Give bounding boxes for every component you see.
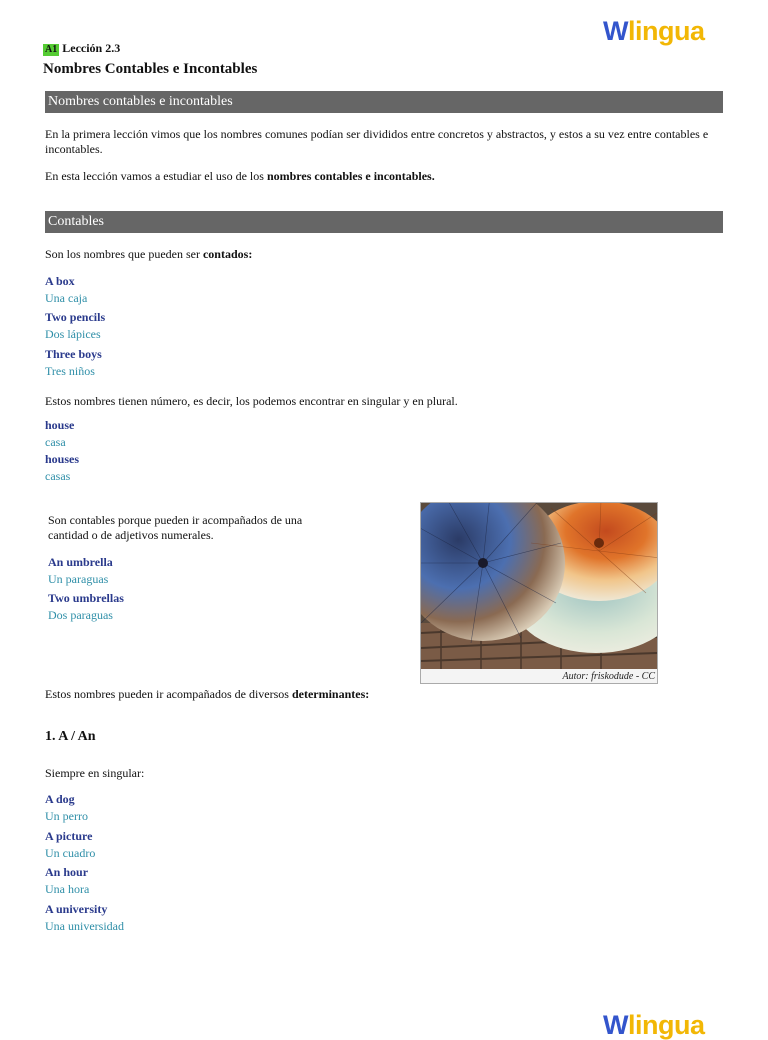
intro-paragraph: En la primera lección vimos que los nombres comunes podían ser divididos entre concretos y abstractos, y estos a su vez entre contables e incontables.	[45, 127, 709, 156]
lesson-aim-paragraph	[45, 169, 725, 184]
logo-w: W	[603, 16, 628, 46]
example-es: Un cuadro	[45, 846, 96, 860]
example-es: Un paraguas	[48, 572, 109, 586]
lesson-aim-bold: nombres contables e incontables.	[266, 169, 435, 183]
contables-intro	[45, 247, 725, 262]
example-es: Una hora	[45, 882, 90, 896]
wlingua-logo-footer	[603, 1012, 704, 1039]
lesson-number: Lección 2.3	[62, 41, 121, 55]
example-es: Dos lápices	[45, 327, 101, 341]
example-en: Two umbrellas	[48, 591, 124, 605]
example-es: Dos paraguas	[48, 608, 113, 622]
determinantes-bold: determinantes:	[291, 687, 370, 701]
example-en: A picture	[45, 829, 93, 843]
contables-intro-bold: contados:	[202, 247, 253, 261]
determinantes-paragraph	[45, 687, 725, 702]
number-paragraph: Estos nombres tienen número, es decir, los podemos encontrar en singular y en plural.	[45, 394, 458, 408]
umbrellas-illustration	[421, 503, 657, 669]
example-en: An hour	[45, 865, 89, 879]
example-en: houses	[45, 452, 80, 466]
determinantes-text: Estos nombres pueden ir acompañados de diversos	[45, 687, 292, 701]
example-en: A university	[45, 902, 108, 916]
example-es: Una caja	[45, 291, 88, 305]
example-en: Two pencils	[45, 310, 106, 324]
section-heading-nombres: Nombres contables e incontables	[45, 91, 723, 113]
example-en: A box	[45, 274, 75, 288]
page-title: Nombres Contables e Incontables	[43, 61, 258, 77]
lesson-line	[43, 41, 120, 56]
logo-text: lingua	[627, 16, 705, 46]
logo-w: W	[603, 1010, 628, 1040]
numeral-paragraph: Son contables porque pueden ir acompañados de una cantidad o de adjetivos numerales.	[48, 513, 303, 542]
example-en: Three boys	[45, 347, 102, 361]
level-badge: A1	[45, 44, 58, 55]
section-heading-contables: Contables	[45, 211, 723, 233]
example-es: casas	[45, 469, 71, 483]
example-es: Un perro	[45, 809, 88, 823]
logo-text: lingua	[627, 1010, 705, 1040]
example-en: A dog	[45, 792, 75, 806]
example-es: casa	[45, 435, 66, 449]
singular-intro: Siempre en singular:	[45, 766, 145, 780]
example-es: Una universidad	[45, 919, 124, 933]
contables-intro-text: Son los nombres que pueden ser	[45, 247, 203, 261]
example-es: Tres niños	[45, 364, 95, 378]
wlingua-logo	[603, 18, 704, 45]
umbrellas-photo	[420, 502, 658, 684]
subsection-heading-a-an: 1. A / An	[45, 729, 96, 744]
example-en: house	[45, 418, 75, 432]
example-en: An umbrella	[48, 555, 113, 569]
photo-caption: Autor: friskodude - CC	[562, 671, 655, 682]
lesson-aim-text: En esta lección vamos a estudiar el uso de los	[45, 169, 267, 183]
